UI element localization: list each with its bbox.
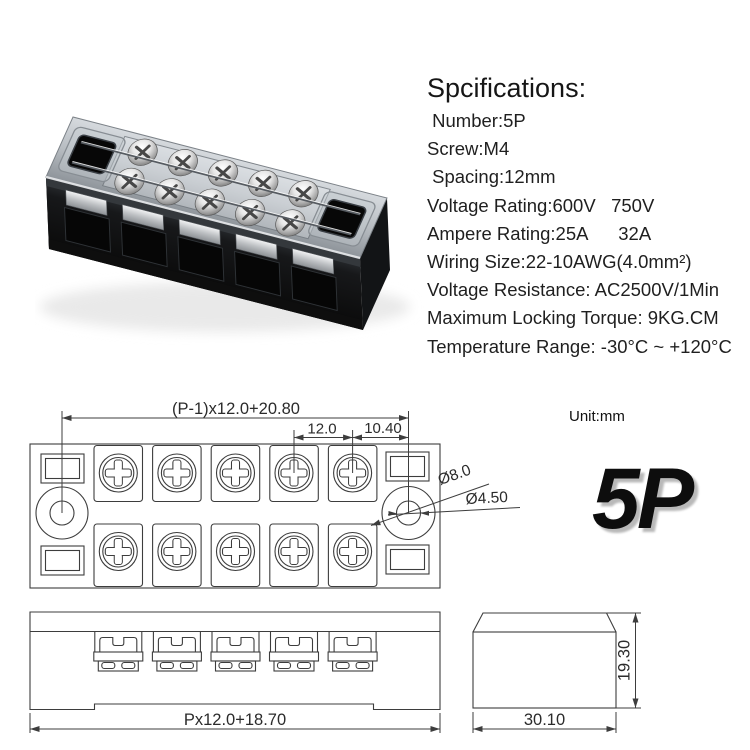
specifications-panel	[427, 72, 747, 361]
clamp	[328, 632, 377, 672]
side-view-body	[473, 632, 616, 708]
spec-item-screw: Screw:M4	[427, 138, 510, 160]
end-boss	[386, 545, 429, 574]
spec-item-voltage-resistance: Voltage Resistance: AC2500V/1Min	[427, 279, 720, 301]
clamp	[94, 632, 143, 672]
specifications-title: Spcifications:	[427, 73, 587, 103]
side-view-top	[473, 613, 616, 632]
spec-item-wiring-size: Wiring Size:22-10AWG(4.0mm²)	[427, 251, 692, 273]
clamp	[152, 632, 201, 672]
dim-end-offset: 10.40	[364, 420, 402, 437]
dim-overall-length: (P-1)x12.0+20.80	[172, 400, 300, 418]
dim-width: 30.10	[523, 711, 566, 729]
technical-drawing	[0, 380, 750, 750]
top-view	[30, 400, 520, 588]
dim-pitch: 12.0	[307, 420, 337, 438]
spec-item-temperature-range: Temperature Range: -30°C ~ +120°C	[427, 335, 732, 357]
dim-hole-inner: Ø4.50	[465, 488, 509, 509]
unit-label: Unit:mm	[569, 408, 625, 425]
front-view-dimensions	[30, 711, 440, 733]
product-photo	[35, 55, 435, 345]
dim-height: 19.30	[615, 639, 634, 682]
dim-hole-outer: Ø8.0	[435, 461, 474, 489]
clamp	[270, 632, 319, 672]
spec-item-number: Number:5P	[427, 110, 526, 131]
side-view	[473, 613, 641, 733]
spec-item-spacing: Spacing:12mm	[427, 166, 556, 188]
front-view	[30, 612, 440, 733]
end-boss	[386, 452, 429, 481]
spec-item-locking-torque: Maximum Locking Torque: 9KG.CM	[427, 307, 719, 329]
model-label: 5P	[592, 451, 692, 547]
end-boss	[41, 546, 84, 575]
spec-item-voltage-rating: Voltage Rating:600V 750V	[427, 194, 655, 216]
spec-item-ampere-rating: Ampere Rating:25A 32A	[427, 222, 652, 244]
plan-screws	[99, 454, 371, 571]
dim-total-length: Px12.0+18.70	[183, 711, 287, 729]
clamp	[211, 632, 260, 672]
